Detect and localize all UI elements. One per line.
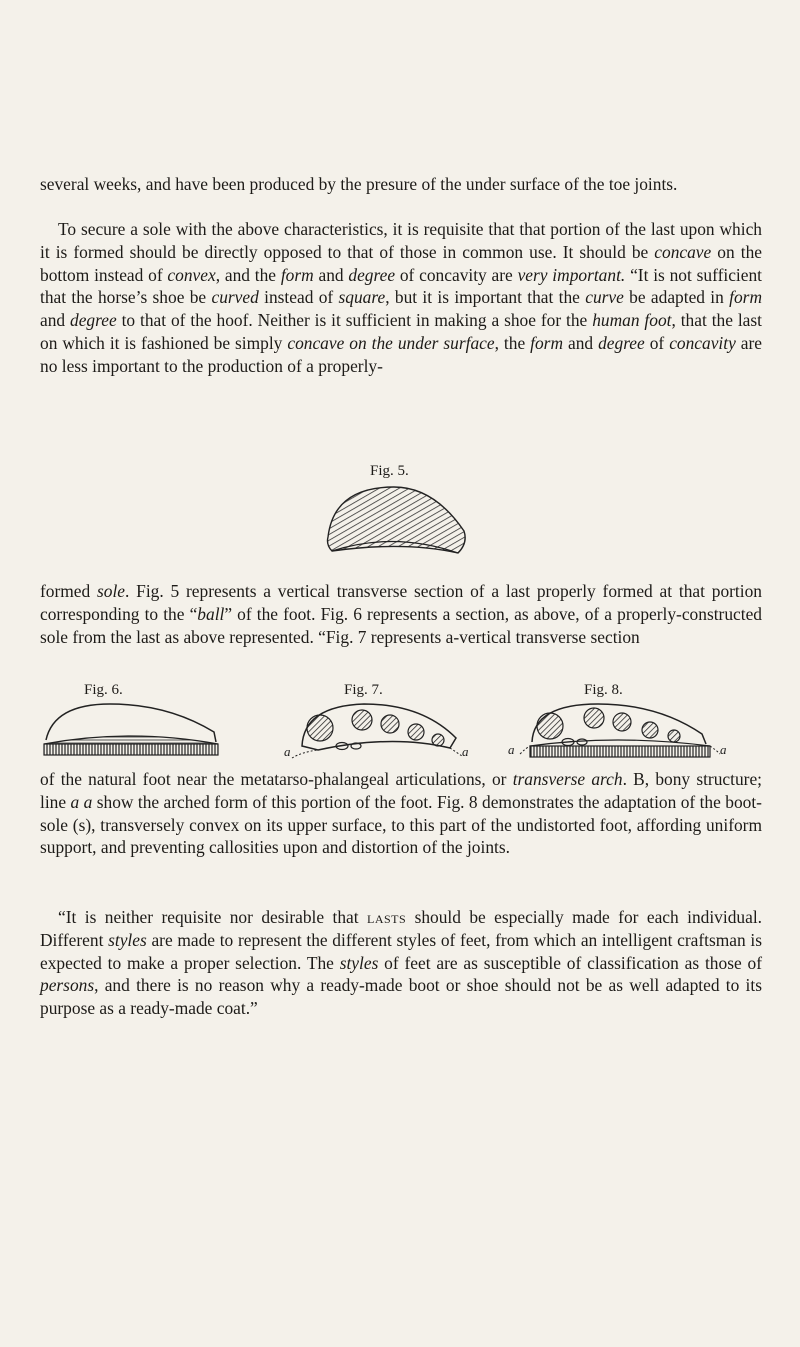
italic-run: concavity — [669, 332, 736, 353]
fig8-label: Fig. 8. — [584, 682, 623, 698]
italic-run: a a — [70, 791, 93, 812]
fig5-last-section — [324, 485, 472, 555]
italic-run: concave — [654, 241, 712, 262]
italic-run: form — [280, 264, 314, 285]
fig8-boot-sole-section — [506, 700, 734, 762]
italic-run: styles — [339, 952, 379, 973]
paragraph-3: formed sole. Fig. 5 represents a vertical transverse section of a last properly formed at that portion corresponding to the “ball” of the foot. Fig. 6 represents a section, as above, of a properly-constructed sole from the last as above represented. “Fig. 7 represents a-vertical transverse section — [40, 581, 762, 647]
italic-run: styles — [108, 929, 147, 950]
italic-run: convex — [167, 264, 216, 285]
italic-run: persons — [40, 975, 95, 996]
fig7-mark-right: a — [462, 744, 469, 759]
fig8-mark-left: a — [508, 742, 515, 757]
italic-run: degree — [598, 332, 645, 353]
fig7-mark-left: a — [284, 744, 291, 759]
fig8-mark-right: a — [720, 742, 727, 757]
paragraph-4: of the natural foot near the metatarso-phalangeal articulations, or transverse arch. B, bony structure; line a a show the arched form of this portion of the foot. Fig. 8 demonstrates the adaptation of the boot-sole (s), transversely convex on its upper surface, to this part of the undistorted foot, affording uniform support, and preventing callosities upon and distortion of the joints. — [40, 769, 763, 858]
italic-run: form — [729, 287, 763, 308]
fig7-foot-section — [272, 700, 472, 762]
italic-run: form — [530, 332, 564, 353]
fig7-label: Fig. 7. — [344, 682, 383, 698]
italic-run: very important. — [517, 264, 626, 285]
italic-run: human foot — [592, 310, 672, 331]
paragraph-2: To secure a sole with the above characteristics, it is requisite that that portion of the last upon which it is formed should be directly opposed to that of those in common use. It should be concave on the bottom instead of convex, and the form and degree of concavity are very important. “It is not sufficient that the horse’s shoe be curved instead of square, but it is important that the curve be adapted in form and degree to that of the hoof. Neither is it sufficient in making a shoe for the human foot, that the last on which it is fashioned be simply concave on the under surface, the form and degree of concavity are no less important to the production of a properly- — [40, 219, 763, 376]
italic-run: ball — [197, 603, 225, 624]
italic-run: degree — [348, 264, 396, 285]
paragraph-1: several weeks, and have been produced by the presure of the under surface of the toe joints. — [40, 174, 678, 194]
italic-run: curved — [211, 287, 259, 308]
paragraph-5: “It is neither requisite nor desirable that lasts should be especially made for each individual. Different styles are made to represent the different styles of feet, from which an intelligent craftsman is expected to make a proper selection. The styles of feet are as susceptible of classification as those of persons, and there is no reason why a ready-made boot or shoe should not be as well adapted to its purpose as a ready-made coat.” — [40, 907, 762, 1019]
italic-run: sole — [97, 581, 126, 601]
fig5-label: Fig. 5. — [370, 463, 409, 479]
fig6-label: Fig. 6. — [84, 682, 123, 698]
small-caps-run: lasts — [366, 907, 407, 927]
italic-run: degree — [70, 310, 117, 331]
italic-run: square — [338, 287, 386, 308]
fig6-sole-section — [40, 700, 222, 760]
italic-run: concave on the under surface — [287, 332, 495, 353]
italic-run: transverse arch — [512, 769, 623, 789]
italic-run: curve — [585, 287, 624, 308]
